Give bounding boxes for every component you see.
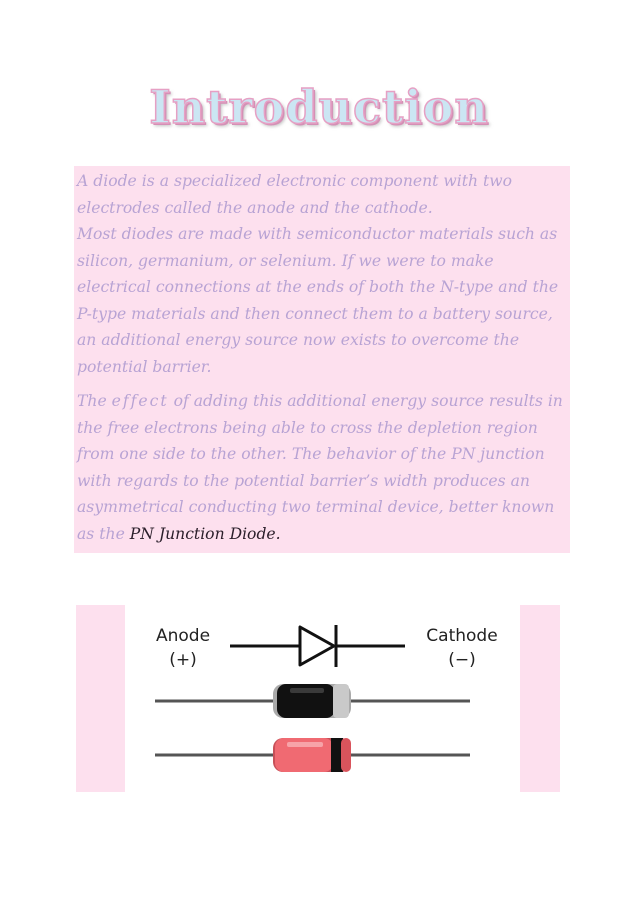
diode-illustration [125, 605, 520, 792]
cathode-label: Cathode [426, 626, 498, 646]
paragraph-2-middle: of adding this additional energy source results in the free electrons being able to cross the depletion region from one side to the other. The behavior of the PN junction with regards to the potential barrier’s width produces an asymmetrical conducting two terminal device, better known as the [77, 392, 563, 543]
black-diode-icon [155, 684, 470, 718]
paragraph-2 [77, 388, 566, 547]
anode-sign: (+) [169, 650, 197, 670]
page-title: Introduction [149, 80, 489, 134]
anode-label: Anode [155, 626, 211, 646]
red-diode-icon [155, 738, 470, 772]
pn-junction-diode-term: PN Junction Diode. [129, 524, 281, 543]
paragraph-2-effect-word: effect [111, 392, 169, 410]
paragraph-1-line-1: A diode is a specialized electronic component with two electrodes called the anode and the cathode. [77, 172, 512, 217]
diode-figure [125, 605, 520, 792]
diode-symbol-icon [230, 625, 405, 667]
intro-text-box [74, 166, 570, 553]
cathode-sign: (−) [448, 650, 476, 670]
paragraph-2-start: The [77, 392, 112, 410]
paragraph-1-line-2: Most diodes are made with semiconductor materials such as silicon, germanium, or selenium. If we were to make electrical connections at the ends of both the N-type and the P-type materials and then connect them to a battery source, an additional energy source now exists to overcome the potential barrier. [77, 225, 559, 376]
paragraph-1 [77, 168, 566, 380]
